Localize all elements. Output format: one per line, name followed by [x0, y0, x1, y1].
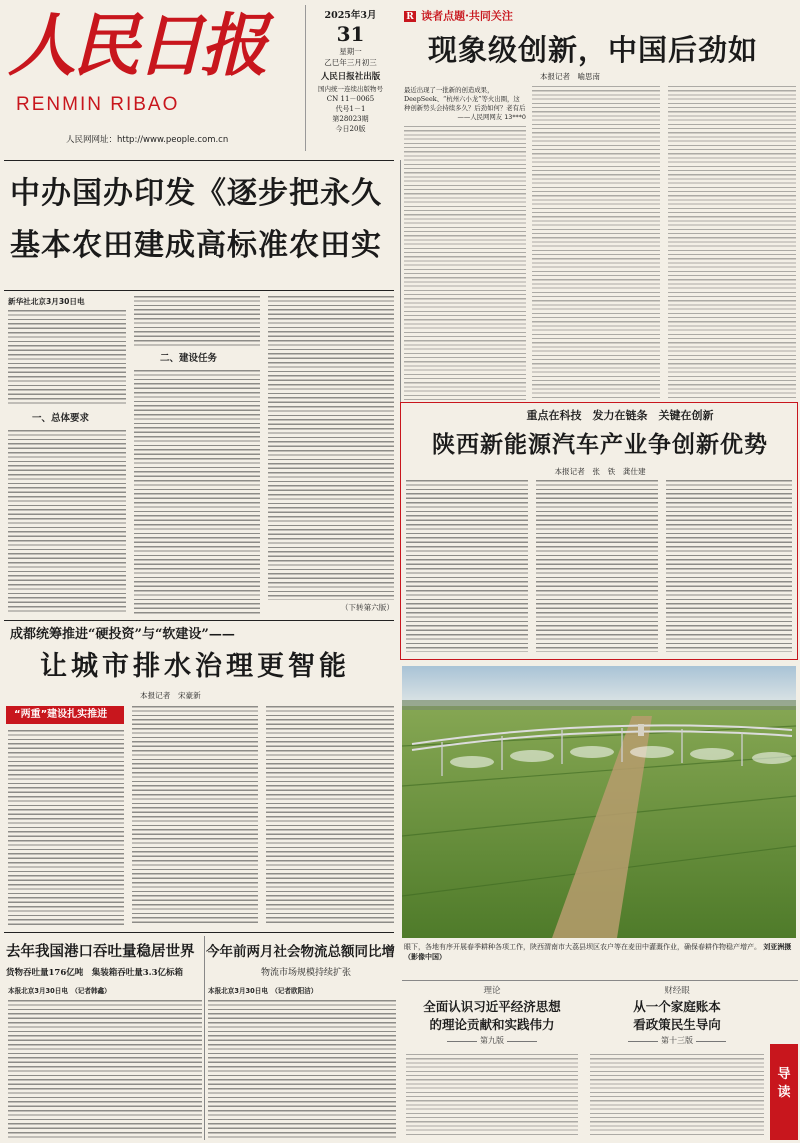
ports-text: [8, 1000, 202, 1138]
topright-text-col3: [668, 86, 796, 400]
promo-finance-page-label: 第十三版: [661, 1036, 693, 1045]
date-publisher: 人民日报社出版: [320, 72, 381, 82]
promo-finance-text: [590, 1054, 764, 1136]
logo-text: 人民日报: [8, 6, 265, 86]
promo-theory-page-label: 第九版: [480, 1036, 504, 1045]
chengdu-byline: 本报记者 宋豪新: [140, 691, 201, 700]
irrigation-field-image: [402, 666, 796, 938]
chengdu-subhead-label: “两重”建设扎实推进: [14, 709, 108, 720]
date-block: [305, 5, 395, 151]
photo-credit: 刘亚洲摄（影像中国）: [404, 943, 792, 961]
promo-theory-headline1: 全面认识习近平经济思想: [423, 999, 561, 1014]
chengdu-text-col2: [132, 706, 258, 926]
guide-label-text: 导读: [777, 1067, 791, 1100]
topright-byline: 本报记者 喻思南: [540, 72, 600, 81]
column-name: 读者点题·共同关注: [421, 9, 513, 22]
masthead-pinyin: RENMIN RIBAO: [16, 94, 180, 115]
ports-byline: 本报北京3月30日电 （记者韩鑫）: [8, 987, 111, 995]
ports-headline: 去年我国港口吞吐量稳居世界: [6, 943, 195, 960]
chengdu-text-col3: [266, 706, 394, 926]
sidebar-quote-text: 最近出现了一批新的创造成果，DeepSeek、“杭州六小龙”等火出圈，这种创新势头会持续多久？后劲如何？老有后: [404, 86, 526, 112]
shaanxi-kicker: 重点在科技 发力在链条 关键在创新: [526, 409, 714, 422]
farm-photo: [402, 666, 796, 938]
promo-theory-headline2: 的理论贡献和实践伟力: [429, 1017, 555, 1032]
promo-theory-text: [406, 1054, 578, 1136]
promo-finance-page: [588, 1034, 766, 1048]
chengdu-subhead: [6, 706, 124, 724]
shaanxi-text-col3: [666, 480, 792, 652]
photo-caption: [404, 942, 796, 976]
promo-theory-page: [404, 1034, 580, 1048]
ports-subhead: 货物吞吐量176亿吨 集装箱吞吐量3.3亿标箱: [6, 968, 184, 978]
date-year-month: 2025年3月: [324, 10, 377, 21]
masthead-website: 人民网网址：http://www.people.com.cn: [66, 135, 229, 145]
topright-text-col1: [404, 126, 526, 400]
date-weekday: 星期一: [339, 47, 362, 56]
lead-text-col2b: [134, 370, 260, 614]
lead-section1: 一、总体要求: [32, 413, 90, 424]
date-lunar: 乙巳年三月初三: [324, 58, 377, 67]
sidebar-quote: [404, 86, 526, 126]
shaanxi-text-col1: [406, 480, 528, 652]
shaanxi-headline: 陕西新能源汽车产业争创新优势: [432, 431, 768, 458]
shaanxi-byline: 本报记者 张 铁 龚仕建: [554, 467, 646, 476]
lead-headline: 中办国办印发《逐步把永久基本农田建成高标准农田实: [10, 176, 382, 263]
promo-theory[interactable]: [404, 984, 580, 1140]
promo-finance-headline2: 看政策民生导向: [633, 1017, 721, 1032]
lead-text-col3: [268, 296, 394, 600]
lead-section2: 二、建设任务: [160, 353, 218, 364]
shaanxi-text-col2: [536, 480, 658, 652]
date-issue: 第28023期: [332, 115, 369, 123]
date-pages: 今日20版: [335, 125, 366, 133]
lead-continue-note: （下转第六版）: [340, 603, 394, 612]
lead-text-col1a: [8, 310, 126, 406]
guide-label: [770, 1044, 798, 1140]
chengdu-kicker: 成都统筹推进“硬投资”与“软建设”——: [10, 627, 235, 642]
column-badge: R: [404, 11, 416, 23]
logistics-text: [208, 1000, 396, 1138]
promo-finance-category: 财经眼: [664, 986, 690, 996]
date-serial-label: 国内统一连续出版物号: [318, 85, 383, 93]
sidebar-quote-source: ——人民网网友 13***0: [457, 113, 526, 121]
column-tag: [404, 6, 604, 22]
lead-byline: 新华社北京3月30日电: [8, 297, 85, 306]
promo-finance[interactable]: [588, 984, 766, 1140]
chengdu-headline: 让城市排水治理更智能: [40, 651, 350, 682]
logistics-headline: 今年前两月社会物流总额同比增: [206, 944, 395, 960]
photo-caption-text: 眼下，各地有序开展春季耕种各项工作，陕西渭南市大荔县坝区农户等在麦田中灌溉作业，确保春耕作物稳产增产。: [404, 943, 761, 951]
promo-finance-headline1: 从一个家庭账本: [633, 999, 721, 1014]
logistics-byline: 本报北京3月30日电 （记者欧阳洁）: [208, 987, 318, 995]
date-cn: CN 11－0065: [326, 95, 375, 103]
logistics-subhead: 物流市场规模持续扩张: [260, 968, 351, 978]
topright-headline: 现象级创新，中国后劲如: [428, 33, 759, 67]
lead-text-col1b: [8, 430, 126, 614]
promo-theory-category: 理论: [483, 986, 501, 996]
lead-text-col2a: [134, 296, 260, 346]
date-code: 代号1－1: [335, 105, 366, 113]
masthead-logo: [8, 4, 298, 90]
topright-text-col2: [532, 86, 660, 400]
date-day: 31: [336, 22, 365, 46]
chengdu-text-col1: [8, 730, 124, 926]
